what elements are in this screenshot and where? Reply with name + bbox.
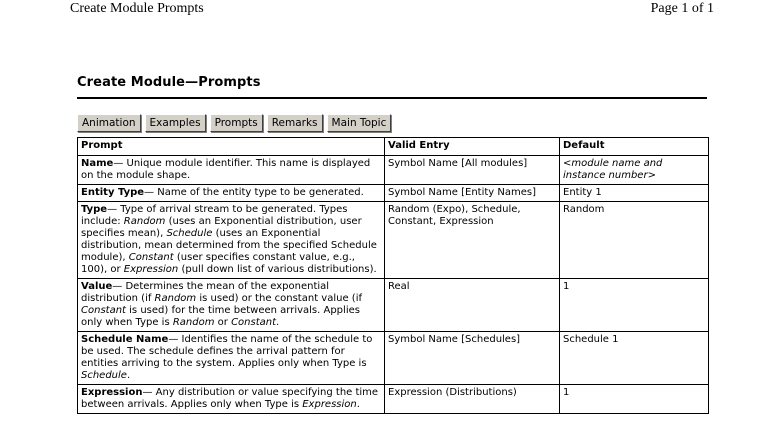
prompt-cell: Type— Type of arrival stream to be generated. Types include: Random (uses an Exponential distribution, user specifies mean), Schedule (uses an Exponential distribution, mean determined from the specified Schedule module), Constant (user specifies constant value, e.g., 100), or Expression (pull down list of various distributions).	[78, 202, 385, 279]
default-cell: Schedule 1	[560, 332, 709, 385]
prompt-cell: Expression— Any distribution or value specifying the time between arrivals. Applies only when Type is Expression.	[78, 385, 385, 414]
main-topic-button[interactable]: Main Topic	[327, 114, 392, 132]
page-title: Create Module—Prompts	[77, 75, 261, 90]
prompt-name: Entity Type	[81, 187, 145, 198]
topic-button-bar	[77, 114, 391, 132]
default-cell: 1	[560, 279, 709, 332]
prompt-name: Expression	[81, 387, 143, 398]
prompt-name: Schedule Name	[81, 334, 169, 345]
animation-button[interactable]: Animation	[77, 114, 141, 132]
table-header-row	[78, 138, 709, 156]
valid-entry-cell: Symbol Name [All modules]	[385, 156, 560, 185]
default-cell: Random	[560, 202, 709, 279]
valid-entry-cell: Symbol Name [Entity Names]	[385, 185, 560, 202]
valid-entry-cell: Random (Expo), Schedule, Constant, Expression	[385, 202, 560, 279]
valid-entry-cell: Real	[385, 279, 560, 332]
prompt-cell: Entity Type— Name of the entity type to be generated.	[78, 185, 385, 202]
prompt-cell: Name— Unique module identifier. This name is displayed on the module shape.	[78, 156, 385, 185]
default-cell: Entity 1	[560, 185, 709, 202]
prompt-cell: Value— Determines the mean of the exponential distribution (if Random is used) or the constant value (if Constant is used) for the time between arrivals. Applies only when Type is Random or Constant.	[78, 279, 385, 332]
prompt-cell: Schedule Name— Identifies the name of the schedule to be used. The schedule defines the arrival pattern for entities arriving to the system. Applies only when Type is Schedule.	[78, 332, 385, 385]
table-row	[78, 202, 709, 279]
column-header-prompt: Prompt	[78, 138, 385, 156]
page-header-title: Create Module Prompts	[70, 1, 204, 16]
column-header-default: Default	[560, 138, 709, 156]
prompts-table	[77, 137, 709, 414]
table-row	[78, 185, 709, 202]
table-row	[78, 332, 709, 385]
default-cell: 1	[560, 385, 709, 414]
prompt-name: Type	[81, 204, 108, 215]
prompts-button[interactable]: Prompts	[210, 114, 263, 132]
table-row	[78, 279, 709, 332]
page-number: Page 1 of 1	[650, 1, 714, 16]
valid-entry-cell: Symbol Name [Schedules]	[385, 332, 560, 385]
examples-button[interactable]: Examples	[145, 114, 206, 132]
prompt-name: Value	[81, 281, 113, 292]
prompt-name: Name	[81, 158, 114, 169]
column-header-valid-entry: Valid Entry	[385, 138, 560, 156]
table-row	[78, 385, 709, 414]
default-cell: <module name and instance number>	[560, 156, 709, 185]
title-divider	[77, 97, 707, 99]
valid-entry-cell: Expression (Distributions)	[385, 385, 560, 414]
remarks-button[interactable]: Remarks	[267, 114, 323, 132]
table-row	[78, 156, 709, 185]
